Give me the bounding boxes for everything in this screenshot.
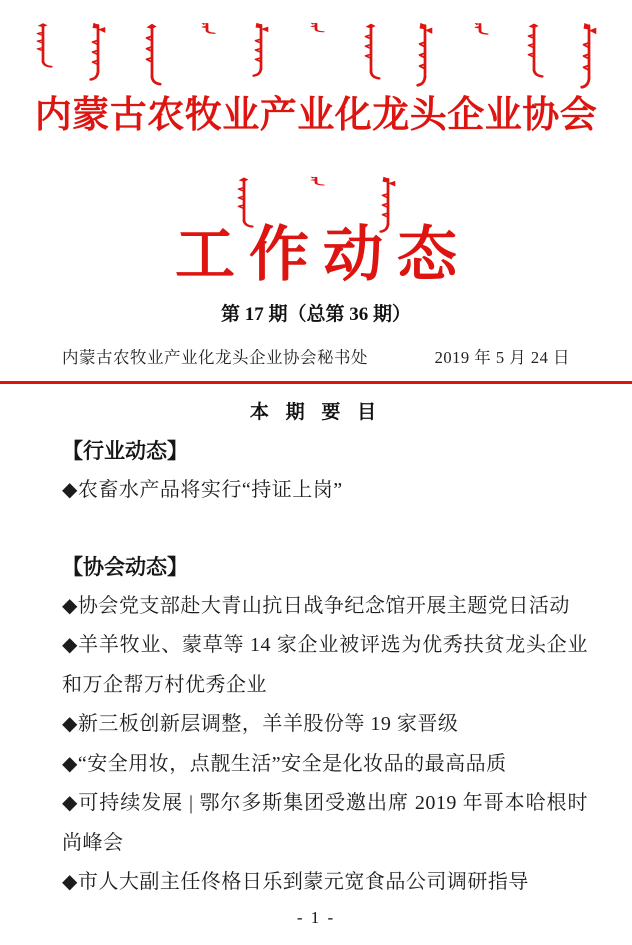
mongolian-script-row-top	[33, 22, 599, 90]
association-name-title: 内蒙古农牧业产业化龙头企业协会	[34, 95, 598, 136]
mongolian-word-glyph	[33, 22, 53, 68]
publisher-row	[62, 344, 570, 368]
toc-section	[62, 431, 588, 511]
mongolian-word-glyph	[197, 22, 217, 52]
toc-heading: 本 期 要 目	[249, 402, 383, 423]
red-divider-rule	[0, 381, 632, 384]
mongolian-word-glyph	[524, 22, 544, 78]
toc-item: ◆协会党支部赴大青山抗日战争纪念馆开展主题党日活动	[62, 594, 570, 617]
toc-section-title: 【行业动态】	[62, 439, 188, 463]
mongolian-word-glyph	[251, 22, 271, 78]
bulletin-title: 工作动态	[175, 222, 471, 288]
publisher-name: 内蒙古农牧业产业化龙头企业协会秘书处	[62, 348, 368, 367]
mongolian-word-glyph	[142, 22, 162, 86]
publish-date: 2019 年 5 月 24 日	[434, 348, 570, 367]
mongolian-word-glyph	[88, 22, 108, 82]
toc-item: ◆可持续发展 | 鄂尔多斯集团受邀出席 2019 年哥本哈根时尚峰会	[62, 792, 588, 854]
mongolian-word-glyph	[306, 176, 326, 200]
toc-item: ◆农畜水产品将实行“持证上岗”	[62, 479, 343, 501]
mongolian-word-glyph	[234, 176, 254, 228]
issue-number-line: 第 17 期（总第 36 期）	[220, 304, 411, 325]
mongolian-word-glyph	[579, 22, 599, 90]
mongolian-word-glyph	[415, 22, 435, 88]
toc-item: ◆市人大副主任佟格日乐到蒙元宽食品公司调研指导	[62, 871, 529, 893]
toc-sections	[62, 431, 588, 903]
mongolian-word-glyph	[306, 22, 326, 48]
toc-item: ◆“安全用妆，点靓生活”安全是化妆品的最高品质	[62, 752, 507, 775]
page-number: - 1 -	[296, 908, 336, 927]
toc-section	[62, 547, 588, 903]
mongolian-word-glyph	[361, 22, 381, 80]
toc-item: ◆羊羊牧业、蒙草等 14 家企业被评选为优秀扶贫龙头企业和万企帮万村优秀企业	[62, 634, 588, 696]
toc-section-title: 【协会动态】	[62, 554, 188, 579]
mongolian-word-glyph	[470, 22, 490, 54]
toc-item: ◆新三板创新层调整，羊羊股份等 19 家晋级	[62, 713, 459, 735]
